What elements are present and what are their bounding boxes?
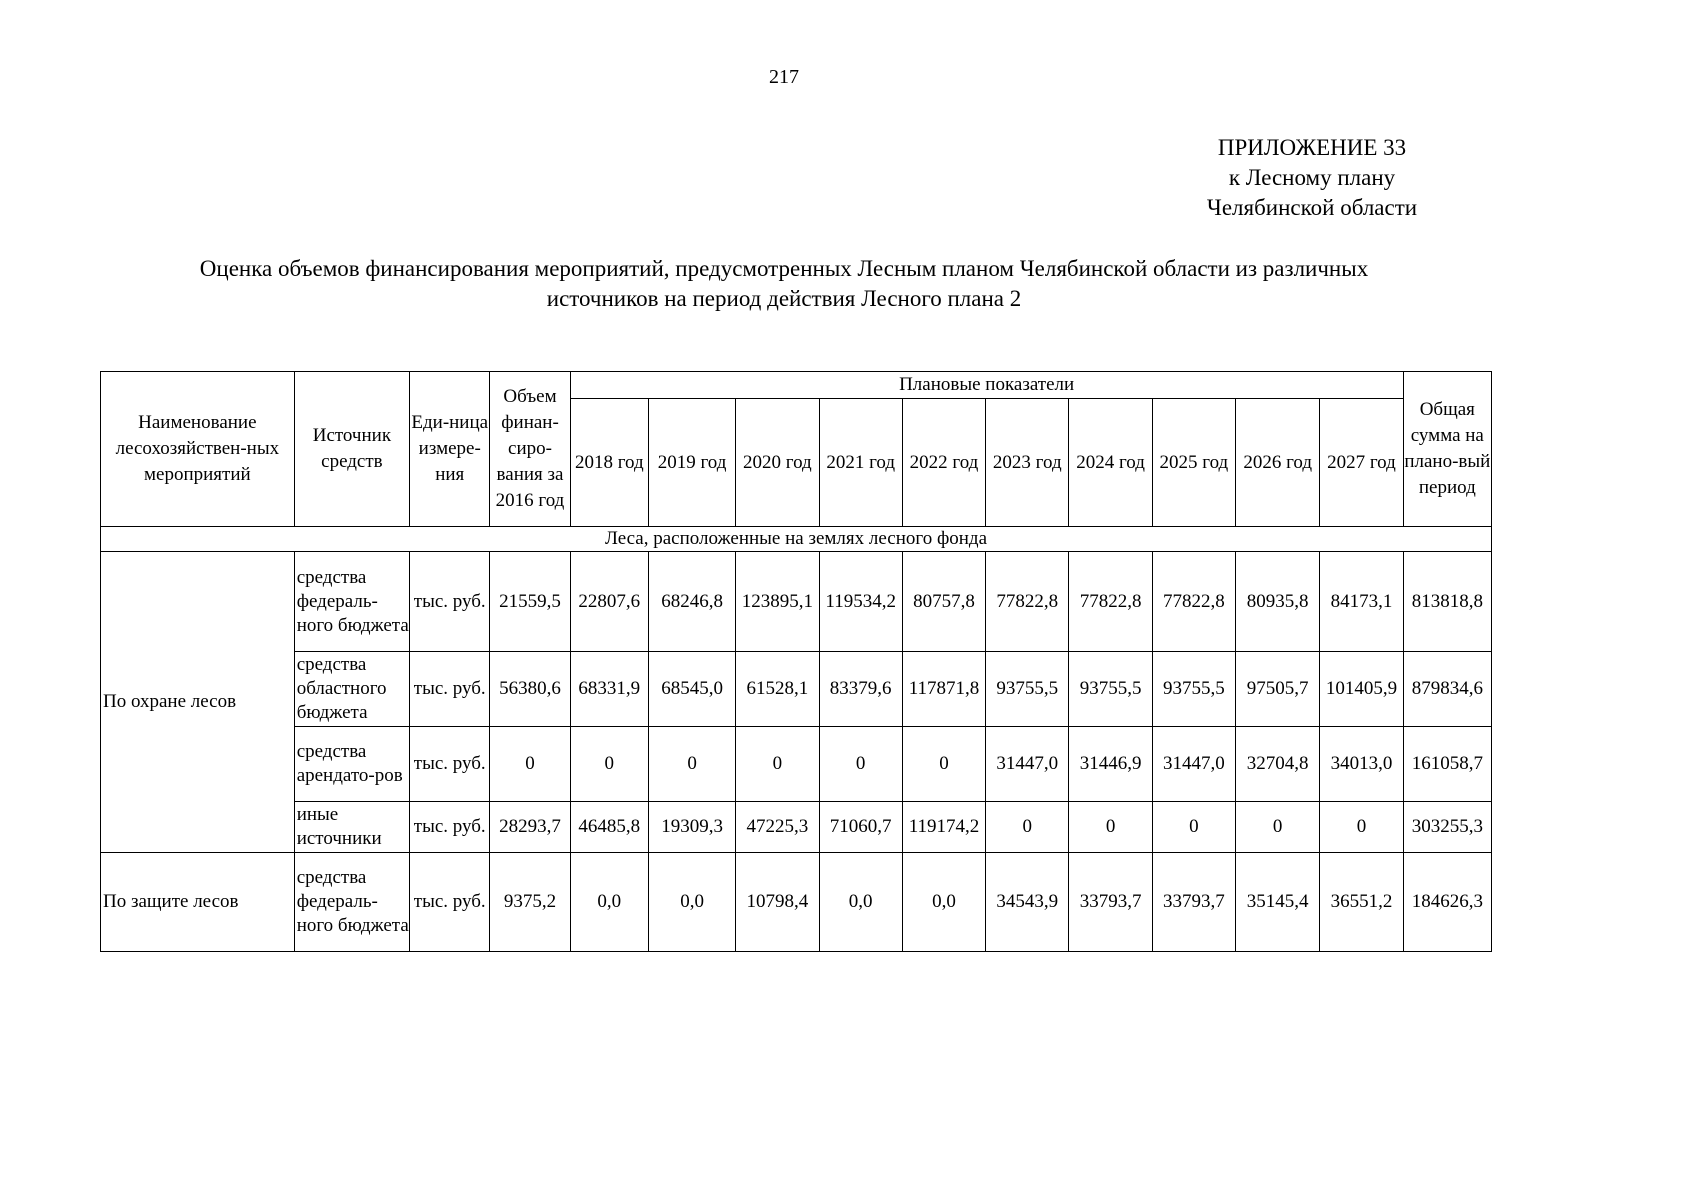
row-source: средства федераль-ного бюджета: [294, 552, 409, 652]
row-value-year: 31447,0: [1152, 727, 1235, 802]
header-year: 2025 год: [1152, 399, 1235, 527]
row-value-year: 68246,8: [648, 552, 735, 652]
row-value-year: 0: [819, 727, 902, 802]
row-value-year: 33793,7: [1152, 853, 1235, 952]
row-value-year: 33793,7: [1069, 853, 1152, 952]
row-source: средства областного бюджета: [294, 652, 409, 727]
row-value-year: 0,0: [648, 853, 735, 952]
row-total: 879834,6: [1403, 652, 1491, 727]
row-value-year: 32704,8: [1236, 727, 1320, 802]
financing-table: [100, 371, 1492, 952]
row-value-year: 0: [570, 727, 648, 802]
header-year: 2024 год: [1069, 399, 1152, 527]
title-line-2: источников на период действия Лесного плана 2: [546, 286, 1022, 311]
row-value-year: 83379,6: [819, 652, 902, 727]
header-year: 2021 год: [819, 399, 902, 527]
row-value-year: 80935,8: [1236, 552, 1320, 652]
row-value-year: 0,0: [819, 853, 902, 952]
row-value-year: 0: [986, 802, 1069, 853]
row-value-year: 0: [736, 727, 819, 802]
header-year: 2020 год: [736, 399, 819, 527]
title-line-1: Оценка объемов финансирования мероприятий, предусмотренных Лесным планом Челябинской области из различных: [199, 256, 1369, 281]
row-value-year: 77822,8: [1152, 552, 1235, 652]
header-year: 2026 год: [1236, 399, 1320, 527]
row-unit: тыс. руб.: [410, 552, 490, 652]
row-value-year: 0: [1152, 802, 1235, 853]
row-value-2016: 56380,6: [490, 652, 570, 727]
row-value-year: 119174,2: [902, 802, 985, 853]
row-value-year: 34013,0: [1320, 727, 1403, 802]
row-value-year: 77822,8: [986, 552, 1069, 652]
appendix-line-2: к Лесному плану: [1228, 165, 1396, 190]
row-value-year: 47225,3: [736, 802, 819, 853]
appendix-line-1: ПРИЛОЖЕНИЕ 33: [1217, 135, 1407, 160]
row-value-year: 31446,9: [1069, 727, 1152, 802]
row-value-2016: 0: [490, 727, 570, 802]
row-value-year: 77822,8: [1069, 552, 1152, 652]
row-value-year: 0: [1236, 802, 1320, 853]
row-value-year: 0,0: [570, 853, 648, 952]
header-activity: Наименование лесохозяйствен-ных мероприятий: [101, 372, 295, 527]
row-value-year: 93755,5: [986, 652, 1069, 727]
row-value-2016: 28293,7: [490, 802, 570, 853]
row-source: средства арендато-ров: [294, 727, 409, 802]
activity-name: По охране лесов: [101, 552, 295, 853]
header-planned: Плановые показатели: [570, 372, 1403, 399]
row-value-year: 0: [1069, 802, 1152, 853]
row-value-year: 68331,9: [570, 652, 648, 727]
row-value-year: 68545,0: [648, 652, 735, 727]
row-value-year: 119534,2: [819, 552, 902, 652]
row-value-2016: 21559,5: [490, 552, 570, 652]
row-value-year: 71060,7: [819, 802, 902, 853]
section-title: Леса, расположенные на землях лесного фонда: [101, 527, 1492, 552]
row-value-year: 31447,0: [986, 727, 1069, 802]
header-year: 2023 год: [986, 399, 1069, 527]
row-value-year: 0,0: [902, 853, 985, 952]
row-unit: тыс. руб.: [410, 853, 490, 952]
row-unit: тыс. руб.: [410, 727, 490, 802]
row-value-2016: 9375,2: [490, 853, 570, 952]
header-unit: Еди-ница измере-ния: [410, 372, 490, 527]
row-value-year: 0: [1320, 802, 1403, 853]
row-unit: тыс. руб.: [410, 802, 490, 853]
row-value-year: 93755,5: [1069, 652, 1152, 727]
header-volume-2016: Объем финан-сиро-вания за 2016 год: [490, 372, 570, 527]
row-value-year: 97505,7: [1236, 652, 1320, 727]
row-value-year: 123895,1: [736, 552, 819, 652]
row-total: 813818,8: [1403, 552, 1491, 652]
row-total: 161058,7: [1403, 727, 1491, 802]
page-number: 217: [769, 66, 799, 88]
row-value-year: 46485,8: [570, 802, 648, 853]
row-value-year: 93755,5: [1152, 652, 1235, 727]
document-title: [60, 254, 1508, 314]
row-value-year: 35145,4: [1236, 853, 1320, 952]
header-total: Общая сумма на плано-вый период: [1403, 372, 1491, 527]
row-value-year: 19309,3: [648, 802, 735, 853]
row-value-year: 36551,2: [1320, 853, 1403, 952]
row-total: 184626,3: [1403, 853, 1491, 952]
header-year: 2022 год: [902, 399, 985, 527]
header-year: 2019 год: [648, 399, 735, 527]
row-value-year: 34543,9: [986, 853, 1069, 952]
header-year: 2018 год: [570, 399, 648, 527]
row-value-year: 117871,8: [902, 652, 985, 727]
row-unit: тыс. руб.: [410, 652, 490, 727]
row-value-year: 101405,9: [1320, 652, 1403, 727]
row-source: иные источники: [294, 802, 409, 853]
row-value-year: 0: [648, 727, 735, 802]
row-value-year: 22807,6: [570, 552, 648, 652]
header-source: Источник средств: [294, 372, 409, 527]
activity-name: По защите лесов: [101, 853, 295, 952]
row-total: 303255,3: [1403, 802, 1491, 853]
header-year: 2027 год: [1320, 399, 1403, 527]
row-value-year: 10798,4: [736, 853, 819, 952]
row-value-year: 80757,8: [902, 552, 985, 652]
row-value-year: 61528,1: [736, 652, 819, 727]
appendix-note: [1150, 133, 1474, 223]
row-value-year: 0: [902, 727, 985, 802]
appendix-line-3: Челябинской области: [1206, 195, 1418, 220]
row-source: средства федераль-ного бюджета: [294, 853, 409, 952]
row-value-year: 84173,1: [1320, 552, 1403, 652]
